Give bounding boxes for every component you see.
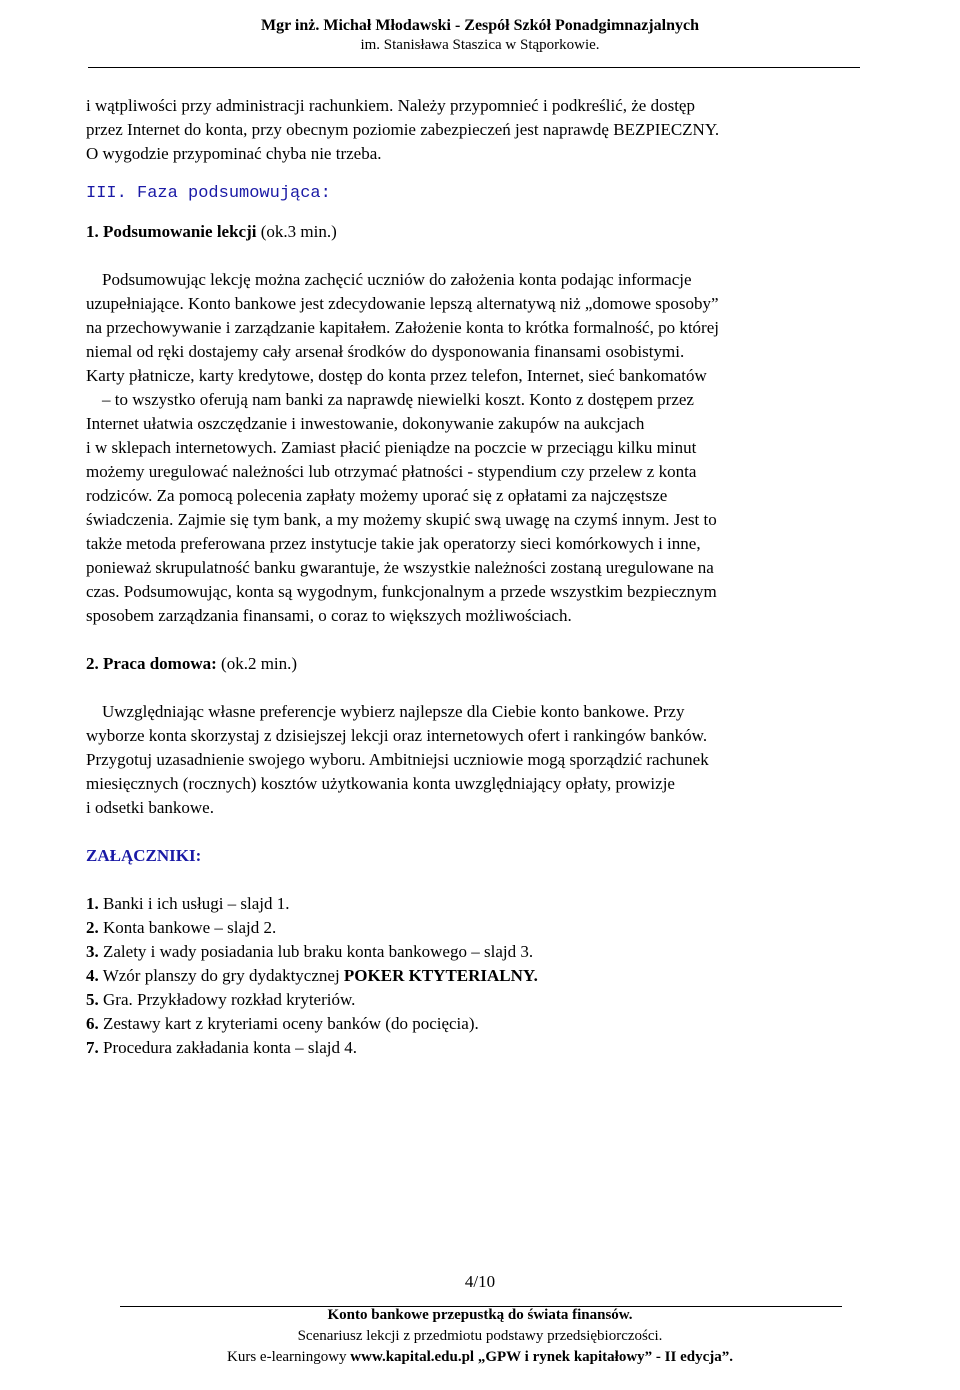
text-line: ponieważ skrupulatność banku gwarantuje, że wszystkie należności zostaną uregulowane na (86, 558, 714, 577)
document-body (86, 94, 876, 1060)
phase-heading: III. Faza podsumowująca: (86, 184, 331, 203)
text-line: przez Internet do konta, przy obecnym poziomie zabezpieczeń jest naprawdę BEZPIECZNY. (86, 120, 720, 139)
text-line: wyborze konta skorzystaj z dzisiejszej lekcji oraz internetowych ofert i rankingów banków. (86, 726, 708, 745)
section-1-time: (ok.3 min.) (256, 222, 337, 241)
list-item: 1. Banki i ich usługi – slajd 1. (86, 894, 290, 913)
text-line: miesięcznych (rocznych) kosztów użytkowania konta uwzględniający opłaty, prowizje (86, 774, 675, 793)
attachments-list (86, 892, 876, 1060)
list-item: 7. Procedura zakładania konta – slajd 4. (86, 1038, 357, 1057)
page-number: 4/10 (464, 1272, 496, 1291)
text-line: – to wszystko oferują nam banki za naprawdę niewielki koszt. Konto z dostępem przez (102, 390, 694, 409)
course-link[interactable]: www.kapital.edu.pl (350, 1349, 475, 1365)
section-2-heading (86, 652, 876, 676)
intro-paragraph (86, 94, 876, 166)
text-line: czas. Podsumowując, konta są wygodnym, funkcjonalnym a przede wszystkim bezpiecznym (86, 582, 717, 601)
text-line: O wygodzie przypominać chyba nie trzeba. (86, 144, 382, 163)
text-line: uzupełniające. Konto bankowe jest zdecydowanie lepszą alternatywą niż „domowe sposoby” (86, 294, 719, 313)
text-line: i odsetki bankowe. (86, 798, 214, 817)
homework-paragraph (86, 700, 876, 820)
text-line: Karty płatnicze, karty kredytowe, dostęp do konta przez telefon, Internet, sieć bankomatów (86, 366, 707, 385)
text-line: i wątpliwości przy administracji rachunkiem. Należy przypomnieć i podkreślić, że dostęp (86, 96, 695, 115)
list-item: 3. Zalety i wady posiadania lub braku konta bankowego – slajd 3. (86, 942, 534, 961)
text-line: Podsumowując lekcję można zachęcić uczniów do założenia konta podając informacje (102, 270, 692, 289)
text-line: także metoda preferowana przez instytucje takie jak operatorzy sieci komórkowych i inne, (86, 534, 701, 553)
footer-course: Kurs e-learningowy www.kapital.edu.pl „GPW i rynek kapitałowy” - II edycja”. (227, 1349, 733, 1365)
text-line: niemal od ręki dostajemy cały arsenał środków do dysponowania finansami osobistymi. (86, 342, 685, 361)
page-header (0, 16, 960, 55)
list-item: 6. Zestawy kart z kryteriami oceny banków (do pocięcia). (86, 1014, 479, 1033)
header-divider (88, 67, 860, 68)
attachments-heading: ZAŁĄCZNIKI: (86, 846, 202, 865)
list-item: 5. Gra. Przykładowy rozkład kryteriów. (86, 990, 356, 1009)
section-2-title: 2. Praca domowa: (86, 654, 217, 673)
header-author: Mgr inż. Michał Młodawski - Zespół Szkół Ponadgimnazjalnych (261, 17, 699, 34)
list-item: 2. Konta bankowe – slajd 2. (86, 918, 277, 937)
text-line: Przygotuj uzasadnienie swojego wyboru. Ambitniejsi uczniowie mogą sporządzić rachunek (86, 750, 709, 769)
text-line: sposobem zarządzania finansami, o coraz to większych możliwościach. (86, 606, 572, 625)
text-line: na przechowywanie i zarządzanie kapitałem. Założenie konta to krótka formalność, po której (86, 318, 719, 337)
section-1-title: 1. Podsumowanie lekcji (86, 222, 257, 241)
text-line: i w sklepach internetowych. Zamiast płacić pieniądze na poczcie w przeciągu kilku minut (86, 438, 697, 457)
text-line: możemy uregulować należności lub otrzymać płatności - stypendium czy przelew z konta (86, 462, 697, 481)
text-line: Internet ułatwia oszczędzanie i inwestowanie, dokonywanie zakupów na aukcjach (86, 414, 645, 433)
text-line: rodziców. Za pomocą polecenia zapłaty możemy uporać się z opłatami za najczęstsze (86, 486, 668, 505)
section-1-heading (86, 220, 876, 244)
section-2-time: (ok.2 min.) (216, 654, 298, 673)
text-line: świadczenia. Zajmie się tym bank, a my możemy skupić swą uwagę na czymś innym. Jest to (86, 510, 717, 529)
footer-title: Konto bankowe przepustką do świata finansów. (327, 1307, 633, 1323)
list-item: 4. Wzór planszy do gry dydaktycznej POKER KTYTERIALNY. (86, 966, 538, 985)
header-school: im. Stanisława Staszica w Stąporkowie. (360, 37, 600, 53)
summary-paragraph (86, 268, 876, 628)
text-line: Uwzględniając własne preferencje wybierz najlepsze dla Ciebie konto bankowe. Przy (102, 702, 685, 721)
footer-subtitle: Scenariusz lekcji z przedmiotu podstawy przedsiębiorczości. (297, 1328, 663, 1344)
